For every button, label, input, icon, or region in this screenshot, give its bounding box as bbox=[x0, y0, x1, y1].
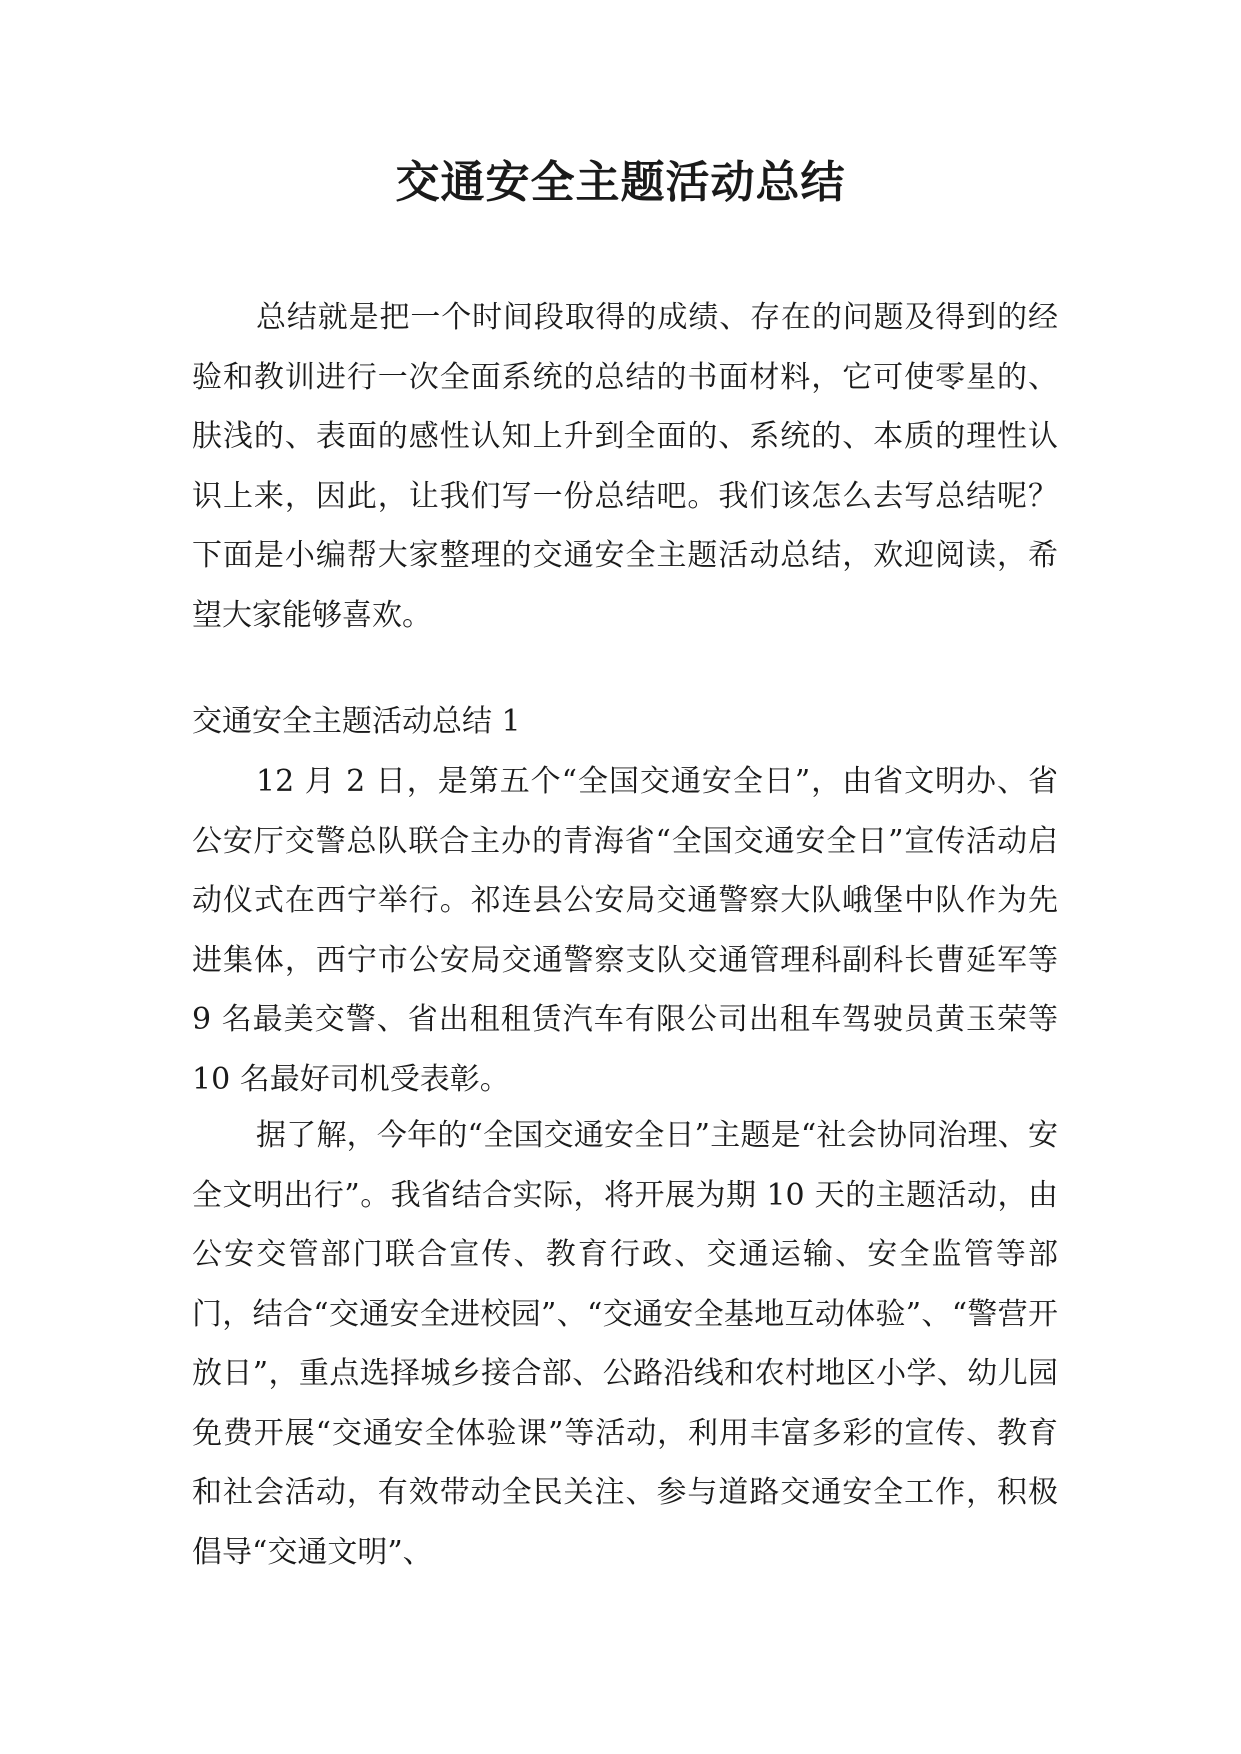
document-title: 交通安全主题活动总结 bbox=[395, 157, 846, 208]
section-heading: 交通安全主题活动总结 1 bbox=[192, 704, 521, 739]
body-paragraph-2: 据了解，今年的“全国交通安全日”主题是“社会协同治理、安全文明出行”。我省结合实际，将开展为期 10 天的主题活动，由公安交管部门联合宣传、教育行政、交通运输、安全监管等部门，结合“交通安全进校园”、“交通安全基地互动体验”、“警营开放日”，重点选择城乡接合部、公路沿线和农村地区小学、幼儿园免费开展“交通安全体验课”等活动，利用丰富多彩的宣传、教育和社会活动，有效带动全民关注、参与道路交通安全工作，积极倡导“交通文明”、 bbox=[192, 1118, 1058, 1570]
body-paragraph-1: 12 月 2 日，是第五个“全国交通安全日”，由省文明办、省公安厅交警总队联合主办的青海省“全国交通安全日”宣传活动启动仪式在西宁举行。祁连县公安局交通警察大队峨堡中队作为先进集体，西宁市公安局交通警察支队交通管理科副科长曹延军等 9 名最美交警、省出租租赁汽车有限公司出租车驾驶员黄玉荣等 10 名最好司机受表彰。 bbox=[192, 764, 1058, 1097]
intro-paragraph: 总结就是把一个时间段取得的成绩、存在的问题及得到的经验和教训进行一次全面系统的总结的书面材料，它可使零星的、肤浅的、表面的感性认知上升到全面的、系统的、本质的理性认识上来，因此，让我们写一份总结吧。我们该怎么去写总结呢？下面是小编帮大家整理的交通安全主题活动总结，欢迎阅读，希望大家能够喜欢。 bbox=[192, 300, 1058, 633]
